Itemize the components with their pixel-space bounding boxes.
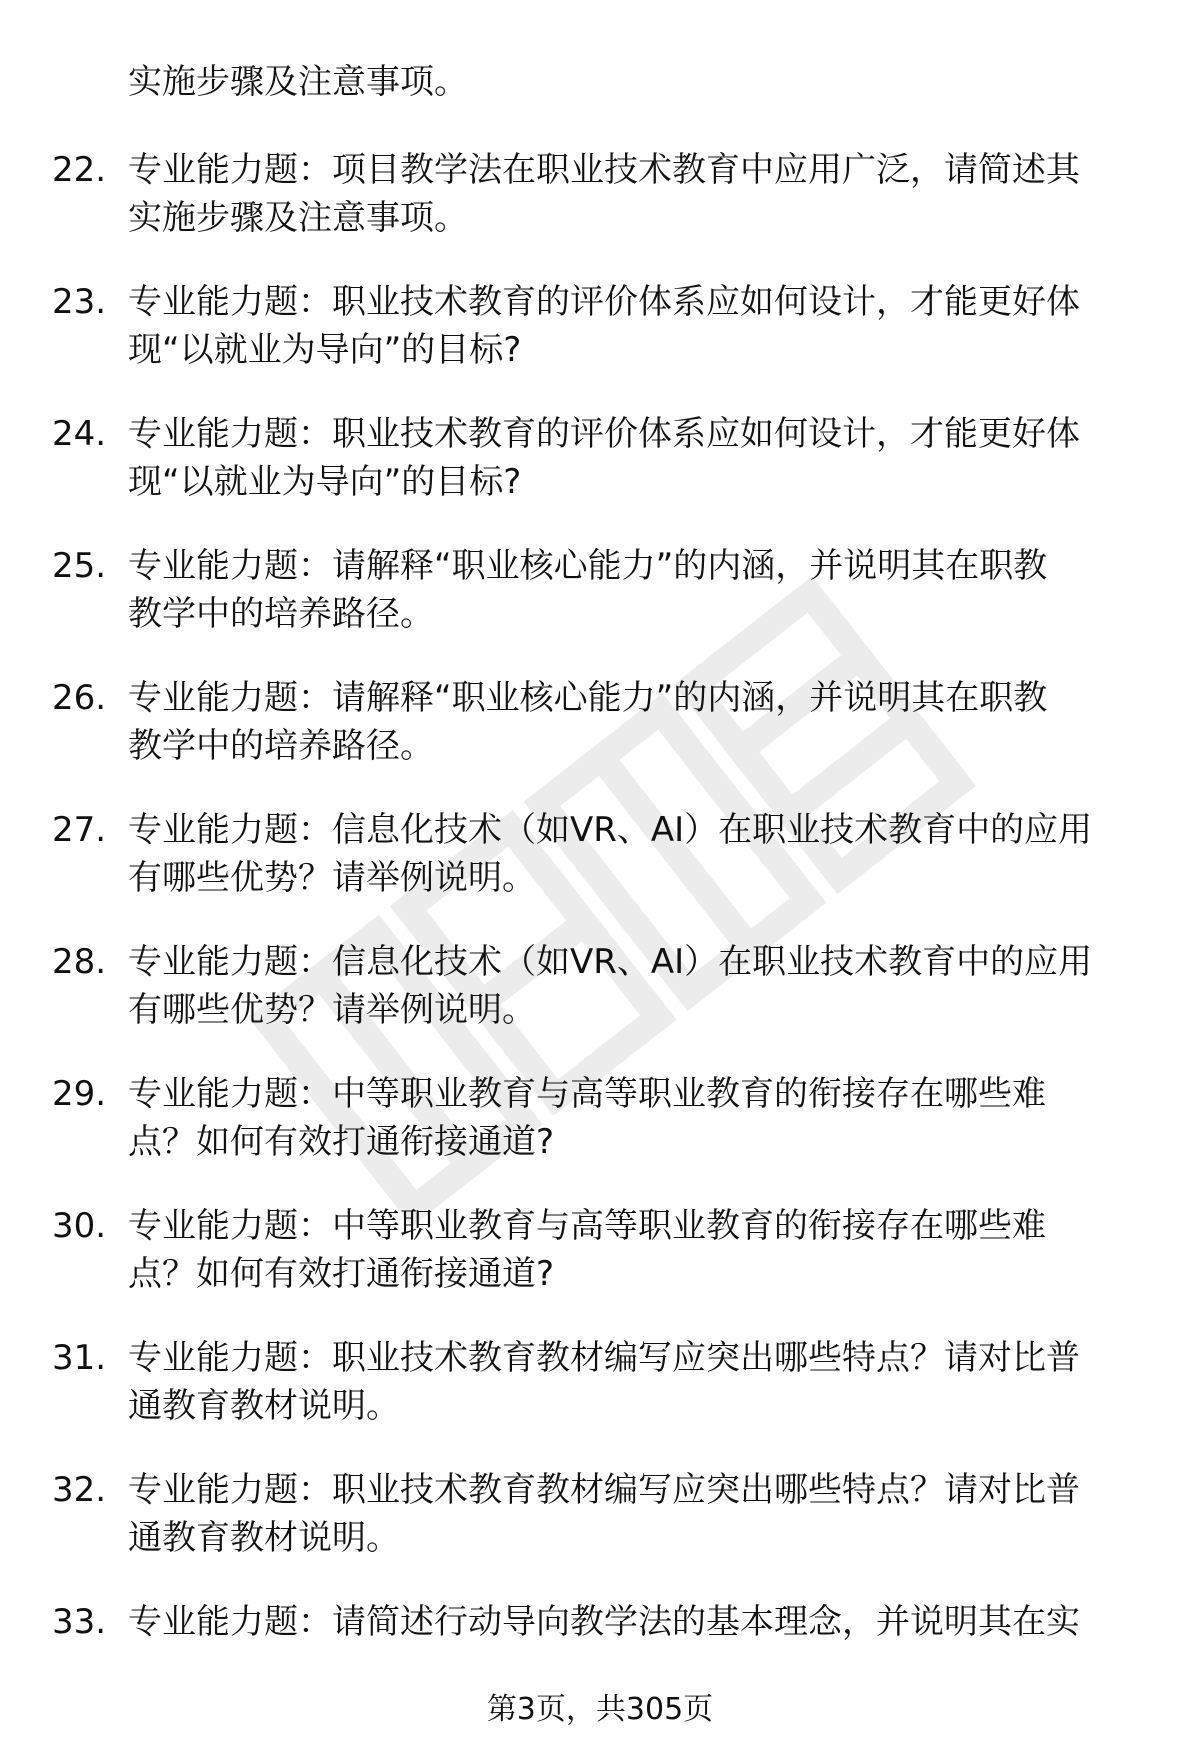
- question-number: 31.: [52, 1338, 107, 1378]
- question-line: 专业能力题：请简述行动导向教学法的基本理念，并说明其在实: [128, 1602, 1080, 1642]
- question-line: 专业能力题：职业技术教育的评价体系应如何设计，才能更好体: [128, 414, 1080, 454]
- question-number: 32.: [52, 1470, 107, 1510]
- question-text: [128, 938, 1148, 1034]
- question-number: 29.: [52, 1074, 107, 1114]
- question-text: [128, 1070, 1148, 1166]
- question-line: 教学中的培养路径。: [128, 594, 434, 634]
- question-item: [0, 278, 1200, 410]
- question-item: [0, 674, 1200, 806]
- question-text: [128, 1598, 1148, 1646]
- question-line: 专业能力题：项目教学法在职业技术教育中应用广泛，请简述其: [128, 150, 1080, 190]
- question-line: 专业能力题：职业技术教育教材编写应突出哪些特点？请对比普: [128, 1338, 1080, 1378]
- question-line: 点？如何有效打通衔接通道?: [128, 1122, 555, 1162]
- question-line: 通教育教材说明。: [128, 1518, 400, 1558]
- question-item: [0, 938, 1200, 1070]
- question-number: 24.: [52, 414, 107, 454]
- question-line: 专业能力题：请解释“职业核心能力”的内涵，并说明其在职教: [128, 546, 1048, 586]
- question-number: 23.: [52, 282, 107, 322]
- question-item: [0, 542, 1200, 674]
- question-item: [0, 410, 1200, 542]
- question-number: 28.: [52, 942, 107, 982]
- question-item: [0, 1334, 1200, 1466]
- question-item: [0, 1070, 1200, 1202]
- question-text: [128, 806, 1148, 902]
- question-text: [128, 1334, 1148, 1430]
- question-number: 33.: [52, 1602, 107, 1642]
- question-line: 专业能力题：中等职业教育与高等职业教育的衔接存在哪些难: [128, 1206, 1046, 1246]
- question-line: 现“以就业为导向”的目标?: [128, 462, 522, 502]
- question-text: [128, 1202, 1148, 1298]
- question-line: 专业能力题：请解释“职业核心能力”的内涵，并说明其在职教: [128, 678, 1048, 718]
- question-line: 点？如何有效打通衔接通道?: [128, 1254, 555, 1294]
- question-text: [128, 146, 1148, 242]
- question-item: [0, 146, 1200, 278]
- question-line: 教学中的培养路径。: [128, 726, 434, 766]
- continuation-text: 实施步骤及注意事项。: [128, 62, 468, 102]
- question-line: 专业能力题：职业技术教育教材编写应突出哪些特点？请对比普: [128, 1470, 1080, 1510]
- page-number-footer: 第3页，共305页: [486, 1692, 714, 1727]
- question-text: [128, 674, 1148, 770]
- question-text: [128, 1466, 1148, 1562]
- question-line: 专业能力题：职业技术教育的评价体系应如何设计，才能更好体: [128, 282, 1080, 322]
- question-list: [0, 146, 1200, 1730]
- question-line: 实施步骤及注意事项。: [128, 198, 468, 238]
- question-line: 专业能力题：信息化技术（如VR、AI）在职业技术教育中的应用: [128, 810, 1093, 850]
- question-item: [0, 806, 1200, 938]
- question-number: 27.: [52, 810, 107, 850]
- question-line: 通教育教材说明。: [128, 1386, 400, 1426]
- question-number: 22.: [52, 150, 107, 190]
- question-text: [128, 542, 1148, 638]
- question-item: [0, 1202, 1200, 1334]
- question-line: 有哪些优势？请举例说明。: [128, 858, 536, 898]
- question-item: [0, 1466, 1200, 1598]
- question-line: 专业能力题：中等职业教育与高等职业教育的衔接存在哪些难: [128, 1074, 1046, 1114]
- question-number: 26.: [52, 678, 107, 718]
- question-number: 30.: [52, 1206, 107, 1246]
- question-line: 专业能力题：信息化技术（如VR、AI）在职业技术教育中的应用: [128, 942, 1093, 982]
- question-line: 现“以就业为导向”的目标?: [128, 330, 522, 370]
- question-number: 25.: [52, 546, 107, 586]
- question-text: [128, 278, 1148, 374]
- question-line: 有哪些优势？请举例说明。: [128, 990, 536, 1030]
- question-text: [128, 410, 1148, 506]
